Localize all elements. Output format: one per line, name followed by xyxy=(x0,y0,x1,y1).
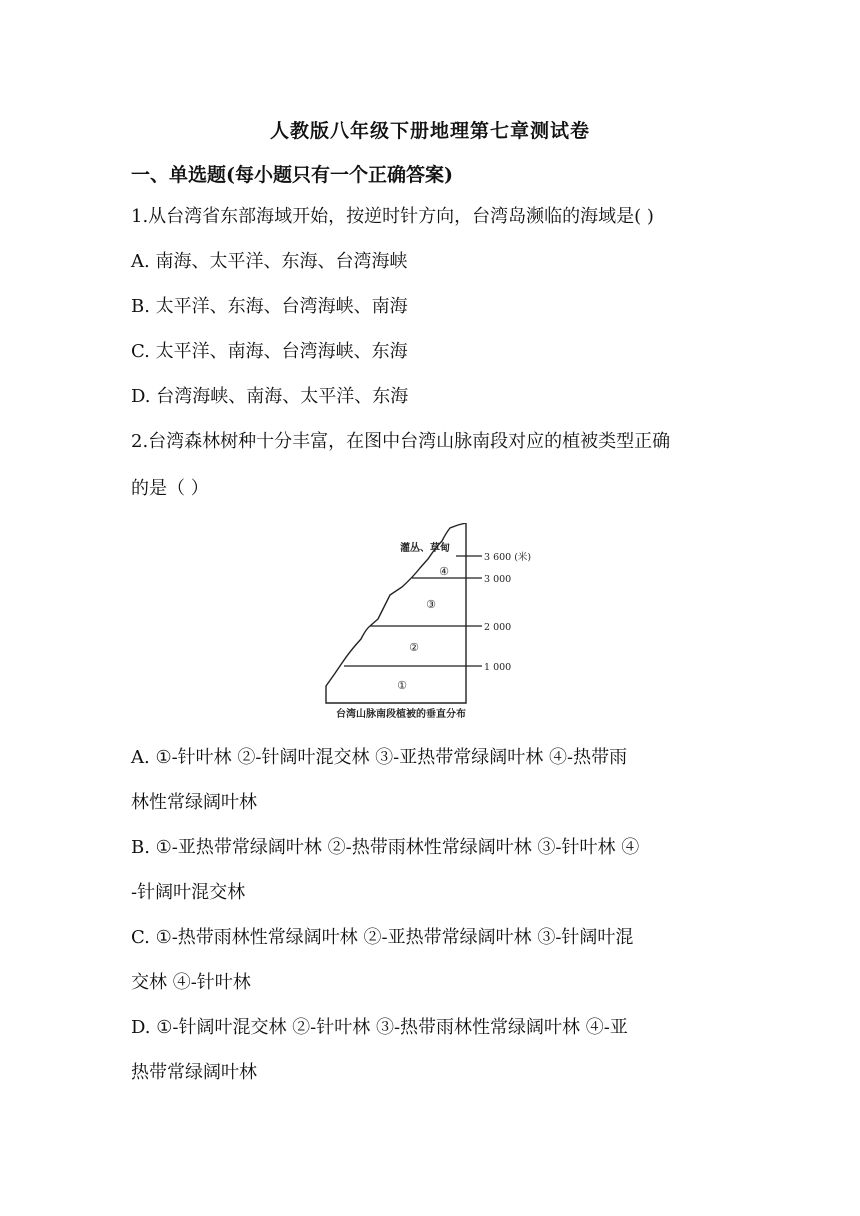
question-2-stem-line-2: 的是（ ） xyxy=(131,478,209,499)
question-2-option-a-line-1: A. ①-针叶林 ②-针阔叶混交林 ③-亚热带常绿阔叶林 ④-热带雨 xyxy=(131,747,628,768)
question-1-option-b: B. 太平洋、东海、台湾海峡、南海 xyxy=(131,296,408,317)
zone-label-1: ① xyxy=(397,679,407,692)
question-1-option-d: D. 台湾海峡、南海、太平洋、东海 xyxy=(131,386,409,407)
zone-label-4: ④ xyxy=(439,565,449,578)
figure-caption: 台湾山脉南段植被的垂直分布 xyxy=(336,709,466,720)
question-1-option-a: A. 南海、太平洋、东海、台湾海峡 xyxy=(131,251,408,272)
question-2-stem-line-1: 2.台湾森林树种十分丰富，在图中台湾山脉南段对应的植被类型正确 xyxy=(131,431,671,452)
elevation-label-3600: 3 600 (米) xyxy=(484,552,532,563)
question-2-option-c-line-2: 交林 ④-针叶林 xyxy=(131,972,251,993)
question-2-option-b-line-2: -针阔叶混交林 xyxy=(131,882,246,903)
vegetation-figure xyxy=(316,523,542,723)
question-2-option-d-line-2: 热带常绿阔叶林 xyxy=(131,1062,257,1083)
page-title: 人教版八年级下册地理第七章测试卷 xyxy=(269,120,590,142)
elevation-label-3000: 3 000 xyxy=(484,574,512,585)
question-1-stem: 1.从台湾省东部海域开始，按逆时针方向，台湾岛濒临的海域是( ) xyxy=(131,206,654,227)
zone-label-3: ③ xyxy=(426,598,436,611)
question-2-option-a-line-2: 林性常绿阔叶林 xyxy=(131,792,257,813)
section-heading: 一、单选题(每小题只有一个正确答案) xyxy=(131,164,453,186)
elevation-label-1000: 1 000 xyxy=(484,662,512,673)
zone-label-2: ② xyxy=(409,641,419,654)
top-zone-label: 灌丛、草甸 xyxy=(400,543,450,554)
question-2-option-c-line-1: C. ①-热带雨林性常绿阔叶林 ②-亚热带常绿阔叶林 ③-针阔叶混 xyxy=(131,927,634,948)
question-2-option-b-line-1: B. ①-亚热带常绿阔叶林 ②-热带雨林性常绿阔叶林 ③-针叶林 ④ xyxy=(131,837,640,858)
question-1-option-c: C. 太平洋、南海、台湾海峡、东海 xyxy=(131,341,408,362)
vegetation-diagram xyxy=(316,523,542,723)
question-2-option-d-line-1: D. ①-针阔叶混交林 ②-针叶林 ③-热带雨林性常绿阔叶林 ④-亚 xyxy=(131,1017,628,1038)
elevation-label-2000: 2 000 xyxy=(484,622,512,633)
